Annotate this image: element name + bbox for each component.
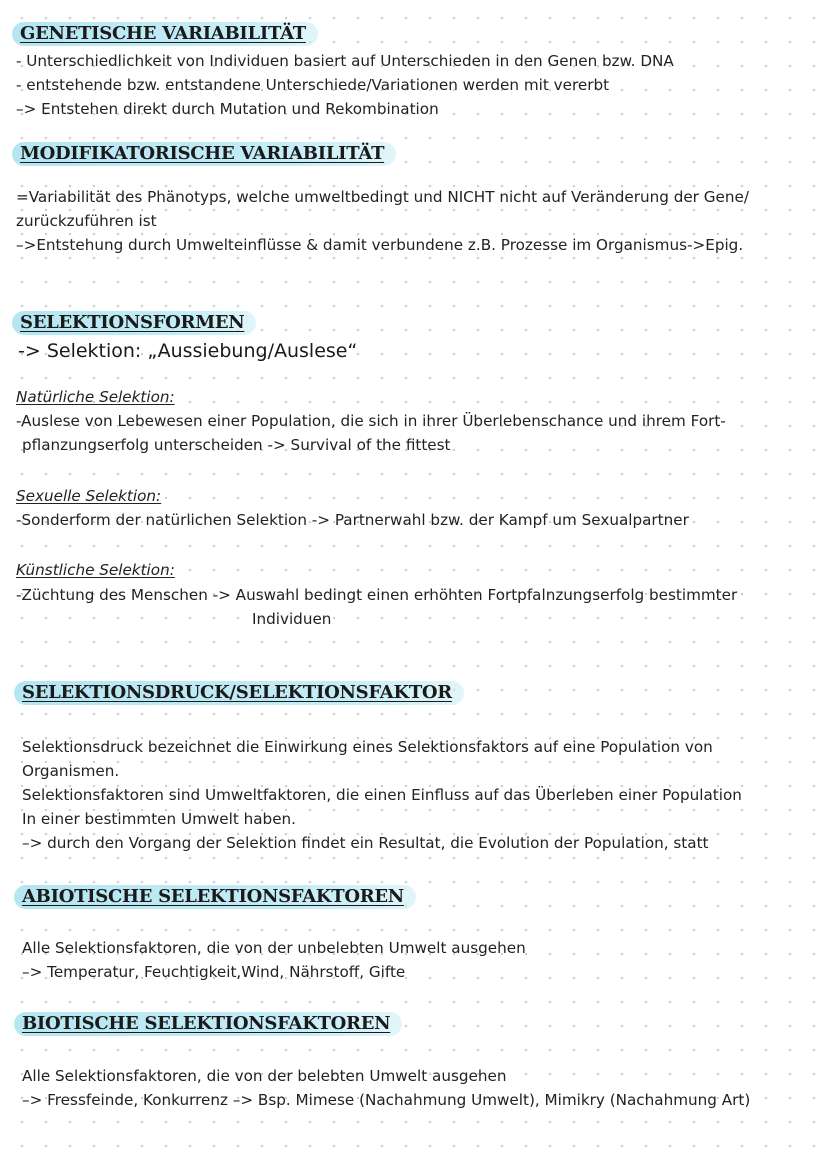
text-line: –> Entstehen direkt durch Mutation und Rekombination — [16, 100, 439, 118]
genetische-variabilitaet-text — [16, 49, 674, 121]
text-line: Selektionsdruck bezeichnet die Einwirkung eines Selektionsfaktors auf eine Population von — [22, 738, 713, 756]
text-line: Selektionsfaktoren sind Umweltfaktoren, die einen Einfluss auf das Überleben einer Population — [22, 786, 742, 804]
text-line: - entstehende bzw. entstandene Unterschiede/Variationen werden mit vererbt — [16, 76, 610, 94]
text-line: =Variabilität des Phänotyps, welche umweltbedingt und NICHT nicht auf Veränderung der Gene/ — [16, 188, 749, 206]
selektionsformen-intro — [18, 338, 357, 364]
text-line: Organismen. — [22, 762, 120, 780]
heading-selektionsformen: SELEKTIONSFORMEN — [12, 311, 256, 335]
selektionsdruck-text — [22, 735, 742, 855]
text-line: –>Entstehung durch Umwelteinflüsse & damit verbundene z.B. Prozesse im Organismus->Epig. — [16, 236, 744, 254]
subheading-kuenstliche-selektion: Künstliche Selektion: — [16, 561, 175, 579]
subheading-sexuelle-selektion: Sexuelle Selektion: — [16, 487, 162, 505]
text-line: –> durch den Vorgang der Selektion findet ein Resultat, die Evolution der Population, statt — [22, 834, 709, 852]
sexuelle-selektion-text — [16, 508, 689, 532]
text-line: - Unterschiedlichkeit von Individuen basiert auf Unterschieden in den Genen bzw. DNA — [16, 52, 674, 70]
natuerliche-selektion-text — [16, 409, 726, 457]
text-line: -Auslese von Lebewesen einer Population, die sich in ihrer Überlebenschance und ihrem Fort- — [16, 412, 726, 430]
text-line: Individuen — [252, 610, 332, 628]
text-line: -Sonderform der natürlichen Selektion -> Partnerwahl bzw. der Kampf um Sexualpartner — [16, 511, 689, 529]
text-line: Alle Selektionsfaktoren, die von der unbelebten Umwelt ausgehen — [22, 939, 526, 957]
text-line: -> Selektion: „Aussiebung/Auslese“ — [18, 340, 358, 362]
biotische-selektionsfaktoren-text — [22, 1064, 750, 1112]
heading-genetische-variabilitaet: GENETISCHE VARIABILITÄT — [12, 22, 318, 46]
abiotische-selektionsfaktoren-text — [22, 936, 526, 984]
subheading-natuerliche-selektion: Natürliche Selektion: — [16, 388, 175, 406]
text-line: –> Temperatur, Feuchtigkeit,Wind, Nährstoff, Gifte — [22, 963, 406, 981]
text-line: In einer bestimmten Umwelt haben. — [22, 810, 296, 828]
heading-biotische-selektionsfaktoren: BIOTISCHE SELEKTIONSFAKTOREN — [14, 1012, 402, 1036]
heading-abiotische-selektionsfaktoren: ABIOTISCHE SELEKTIONSFAKTOREN — [14, 885, 416, 909]
text-line: zurückzuführen ist — [16, 212, 157, 230]
text-line: Alle Selektionsfaktoren, die von der belebten Umwelt ausgehen — [22, 1067, 507, 1085]
heading-selektionsdruck-selektionsfaktor: SELEKTIONSDRUCK/SELEKTIONSFAKTOR — [14, 681, 464, 705]
kuenstliche-selektion-text — [16, 583, 737, 631]
text-line: –> Fressfeinde, Konkurrenz –> Bsp. Mimese (Nachahmung Umwelt), Mimikry (Nachahmung Art) — [22, 1091, 751, 1109]
text-line: -Züchtung des Menschen -> Auswahl bedingt einen erhöhten Fortpfalnzungserfolg bestimmter — [16, 586, 738, 604]
text-line: pflanzungserfolg unterscheiden -> Survival of the fittest — [22, 436, 451, 454]
heading-modifikatorische-variabilitaet: MODIFIKATORISCHE VARIABILITÄT — [12, 142, 396, 166]
modifikatorische-variabilitaet-text — [16, 185, 749, 257]
